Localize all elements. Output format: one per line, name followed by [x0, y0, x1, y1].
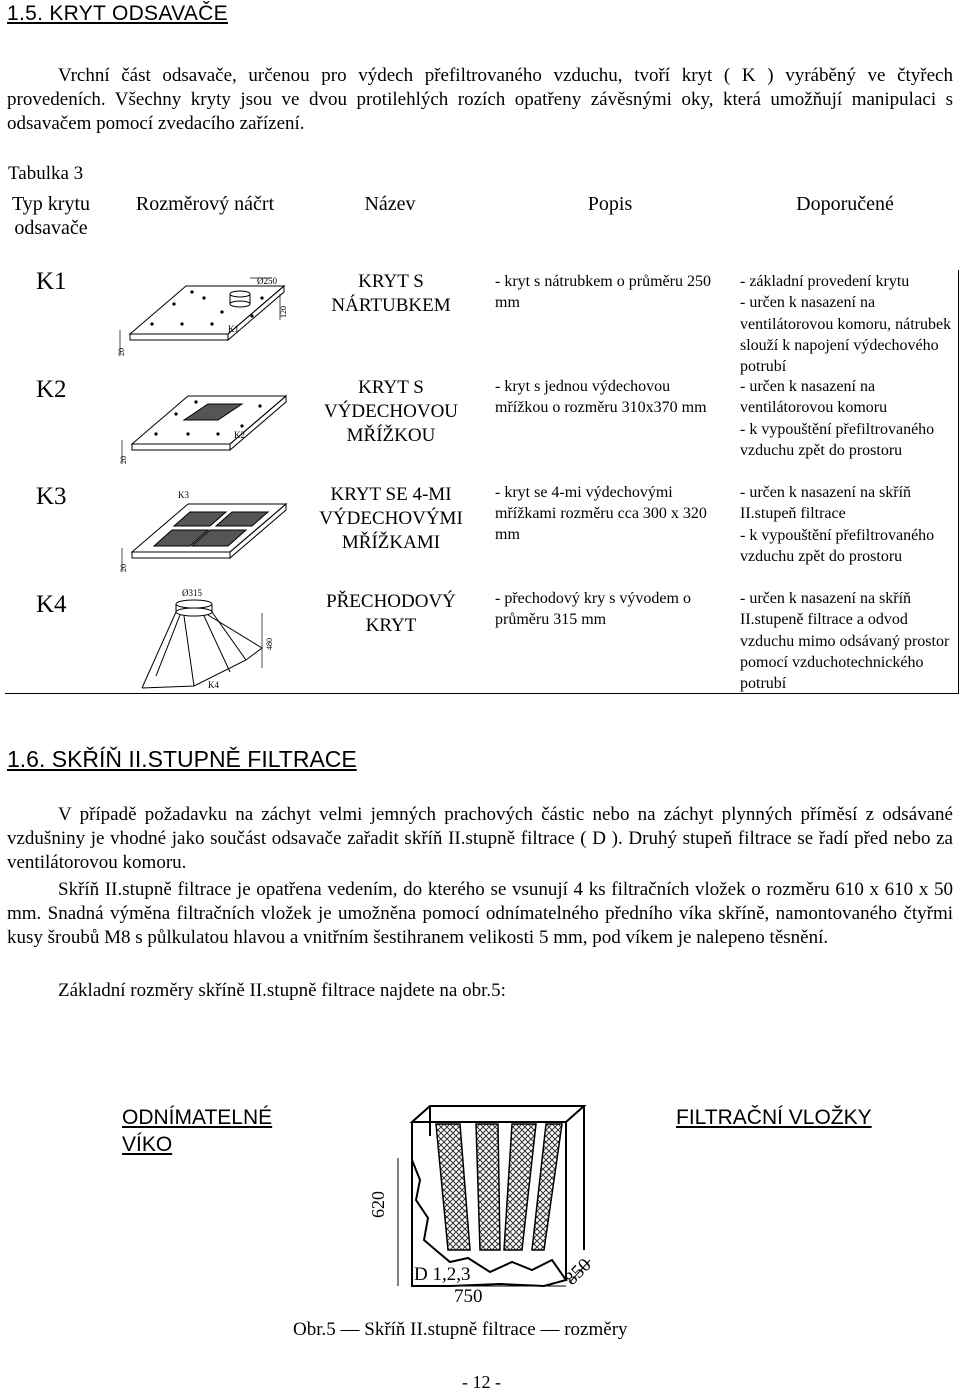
row-recommended-k3: - určen k nasazení na skříň II.stupeň filtrace - k vypouštění přefiltrovaného vzduchu zpět do prostoru — [740, 484, 935, 565]
sketch-k4-height: 480 — [265, 638, 274, 650]
sketch-k2-tag: K2 — [234, 430, 245, 440]
row-code-k4: K4 — [36, 591, 67, 618]
row-name-k1: KRYT S NÁRTUBKEM — [331, 271, 451, 316]
sketch-k2-side: 20 — [119, 456, 128, 464]
row-name-k4: PŘECHODOVÝ KRYT — [326, 591, 456, 636]
row-recommended-k4: - určen k nasazení na skříň II.stupeně filtrace a odvod vzduchu mimo odsávaný prostor pomocí vzduchotechnického potrubí — [740, 590, 950, 693]
sketch-k1-side: 20 — [117, 348, 126, 356]
sketch-k3-tag: K3 — [178, 490, 189, 500]
sketch-k1-tag: K1 — [228, 324, 239, 334]
figure-label-lid: ODNÍMATELNÉ VÍKO — [122, 1106, 273, 1156]
table-caption: Tabulka 3 — [8, 163, 84, 184]
sketch-k4-diameter: Ø315 — [182, 588, 202, 598]
sketch-k3 — [122, 504, 286, 572]
section-heading-kryt: 1.5. KRYT ODSAVAČE — [7, 2, 228, 25]
sketch-k4-tag: K4 — [208, 680, 219, 690]
row-name-k2: KRYT S VÝDECHOVOU MŘÍŽKOU — [323, 377, 459, 446]
row-description-k2: - kryt s jednou výdechovou mřížkou o rozměru 310x370 mm — [495, 378, 707, 416]
row-code-k3: K3 — [36, 483, 67, 510]
header-type: Typ krytu odsavače — [11, 193, 91, 239]
sketch-k4 — [142, 600, 262, 688]
sketch-k1-height: 120 — [279, 306, 288, 318]
sketch-k2 — [122, 396, 286, 464]
figure-dim-height: 620 — [368, 1191, 388, 1218]
header-sketch: Rozměrový náčrt — [135, 193, 275, 215]
row-name-k3: KRYT SE 4-MI VÝDECHOVÝMI MŘÍŽKAMI — [319, 484, 463, 553]
sketch-k1 — [120, 278, 284, 356]
sketch-k1-diameter: Ø250 — [257, 276, 277, 286]
row-description-k1: - kryt s nátrubkem o průměru 250 mm — [495, 273, 711, 311]
sketch-k3-side: 20 — [119, 564, 128, 572]
section-paragraph-1: V případě požadavku na záchyt velmi jemných prachových částic nebo na záchyt plynných příměsí z odsávané vzdušniny je vhodné jako součást odsavače zařadit skříň II.stupně filtrace ( D ). Druhý stupeň filtrace se řadí před nebo za ventilátorovou komoru. — [7, 804, 953, 873]
section-paragraph-2: Skříň II.stupně filtrace je opatřena vedením, do kterého se vsunují 4 ks filtračních vložek o rozměru 610 x 610 x 50 mm. Snadná výměna filtračních vložek je umožněna pomocí odnímatelného předního víka skříně, namontovaného čtyřmi kusy šroubů M8 s půlkulatou hlavou a vnitřním šestihranem velikosti 5 mm, pod víkem je nalepeno těsnění. — [7, 879, 953, 948]
figure-model: D 1,2,3 — [414, 1264, 471, 1285]
table-sketches — [112, 268, 292, 694]
row-code-k1: K1 — [36, 268, 67, 295]
figure-dim-depth: 850 — [560, 1254, 596, 1290]
table-right-border — [958, 270, 959, 694]
figure-filter-box — [300, 1100, 680, 1310]
section-paragraph-3: Základní rozměry skříně II.stupně filtrace najdete na obr.5: — [58, 980, 506, 1001]
section-paragraph-kryt: Vrchní část odsavače, určenou pro výdech přefiltrovaného vzduchu, tvoří kryt ( K ) vyráběný ve čtyřech provedeních. Všechny kryty jsou ve dvou protilehlých rozích opatřeny závěsnými oky, která umožňují manipulaci s odsavačem pomocí zvedacího zařízení. — [7, 65, 953, 134]
header-name: Název — [364, 193, 416, 215]
row-recommended-k2: - určen k nasazení na ventilátorovou komoru - k vypouštění přefiltrovaného vzduchu zpět do prostoru — [740, 378, 935, 459]
section-heading-skrin: 1.6. SKŘÍŇ II.STUPNĚ FILTRACE — [7, 746, 357, 772]
figure-label-filters: FILTRAČNÍ VLOŽKY — [676, 1106, 872, 1129]
row-description-k3: - kryt se 4-mi výdechovými mřížkami rozměru cca 300 x 320 mm — [495, 484, 707, 543]
row-code-k2: K2 — [36, 376, 67, 403]
header-recommended: Doporučené — [796, 193, 894, 215]
page-number: - 12 - — [462, 1372, 501, 1392]
row-description-k4: - přechodový kry s vývodem o průměru 315 mm — [495, 590, 691, 628]
figure-dim-width: 750 — [454, 1286, 483, 1307]
figure-caption: Obr.5 — Skříň II.stupně filtrace — rozměry — [293, 1319, 628, 1340]
row-recommended-k1: - základní provedení krytu - určen k nasazení na ventilátorovou komoru, nátrubek slouží k napojení výdechového potrubí — [740, 273, 952, 376]
header-description: Popis — [587, 193, 633, 215]
